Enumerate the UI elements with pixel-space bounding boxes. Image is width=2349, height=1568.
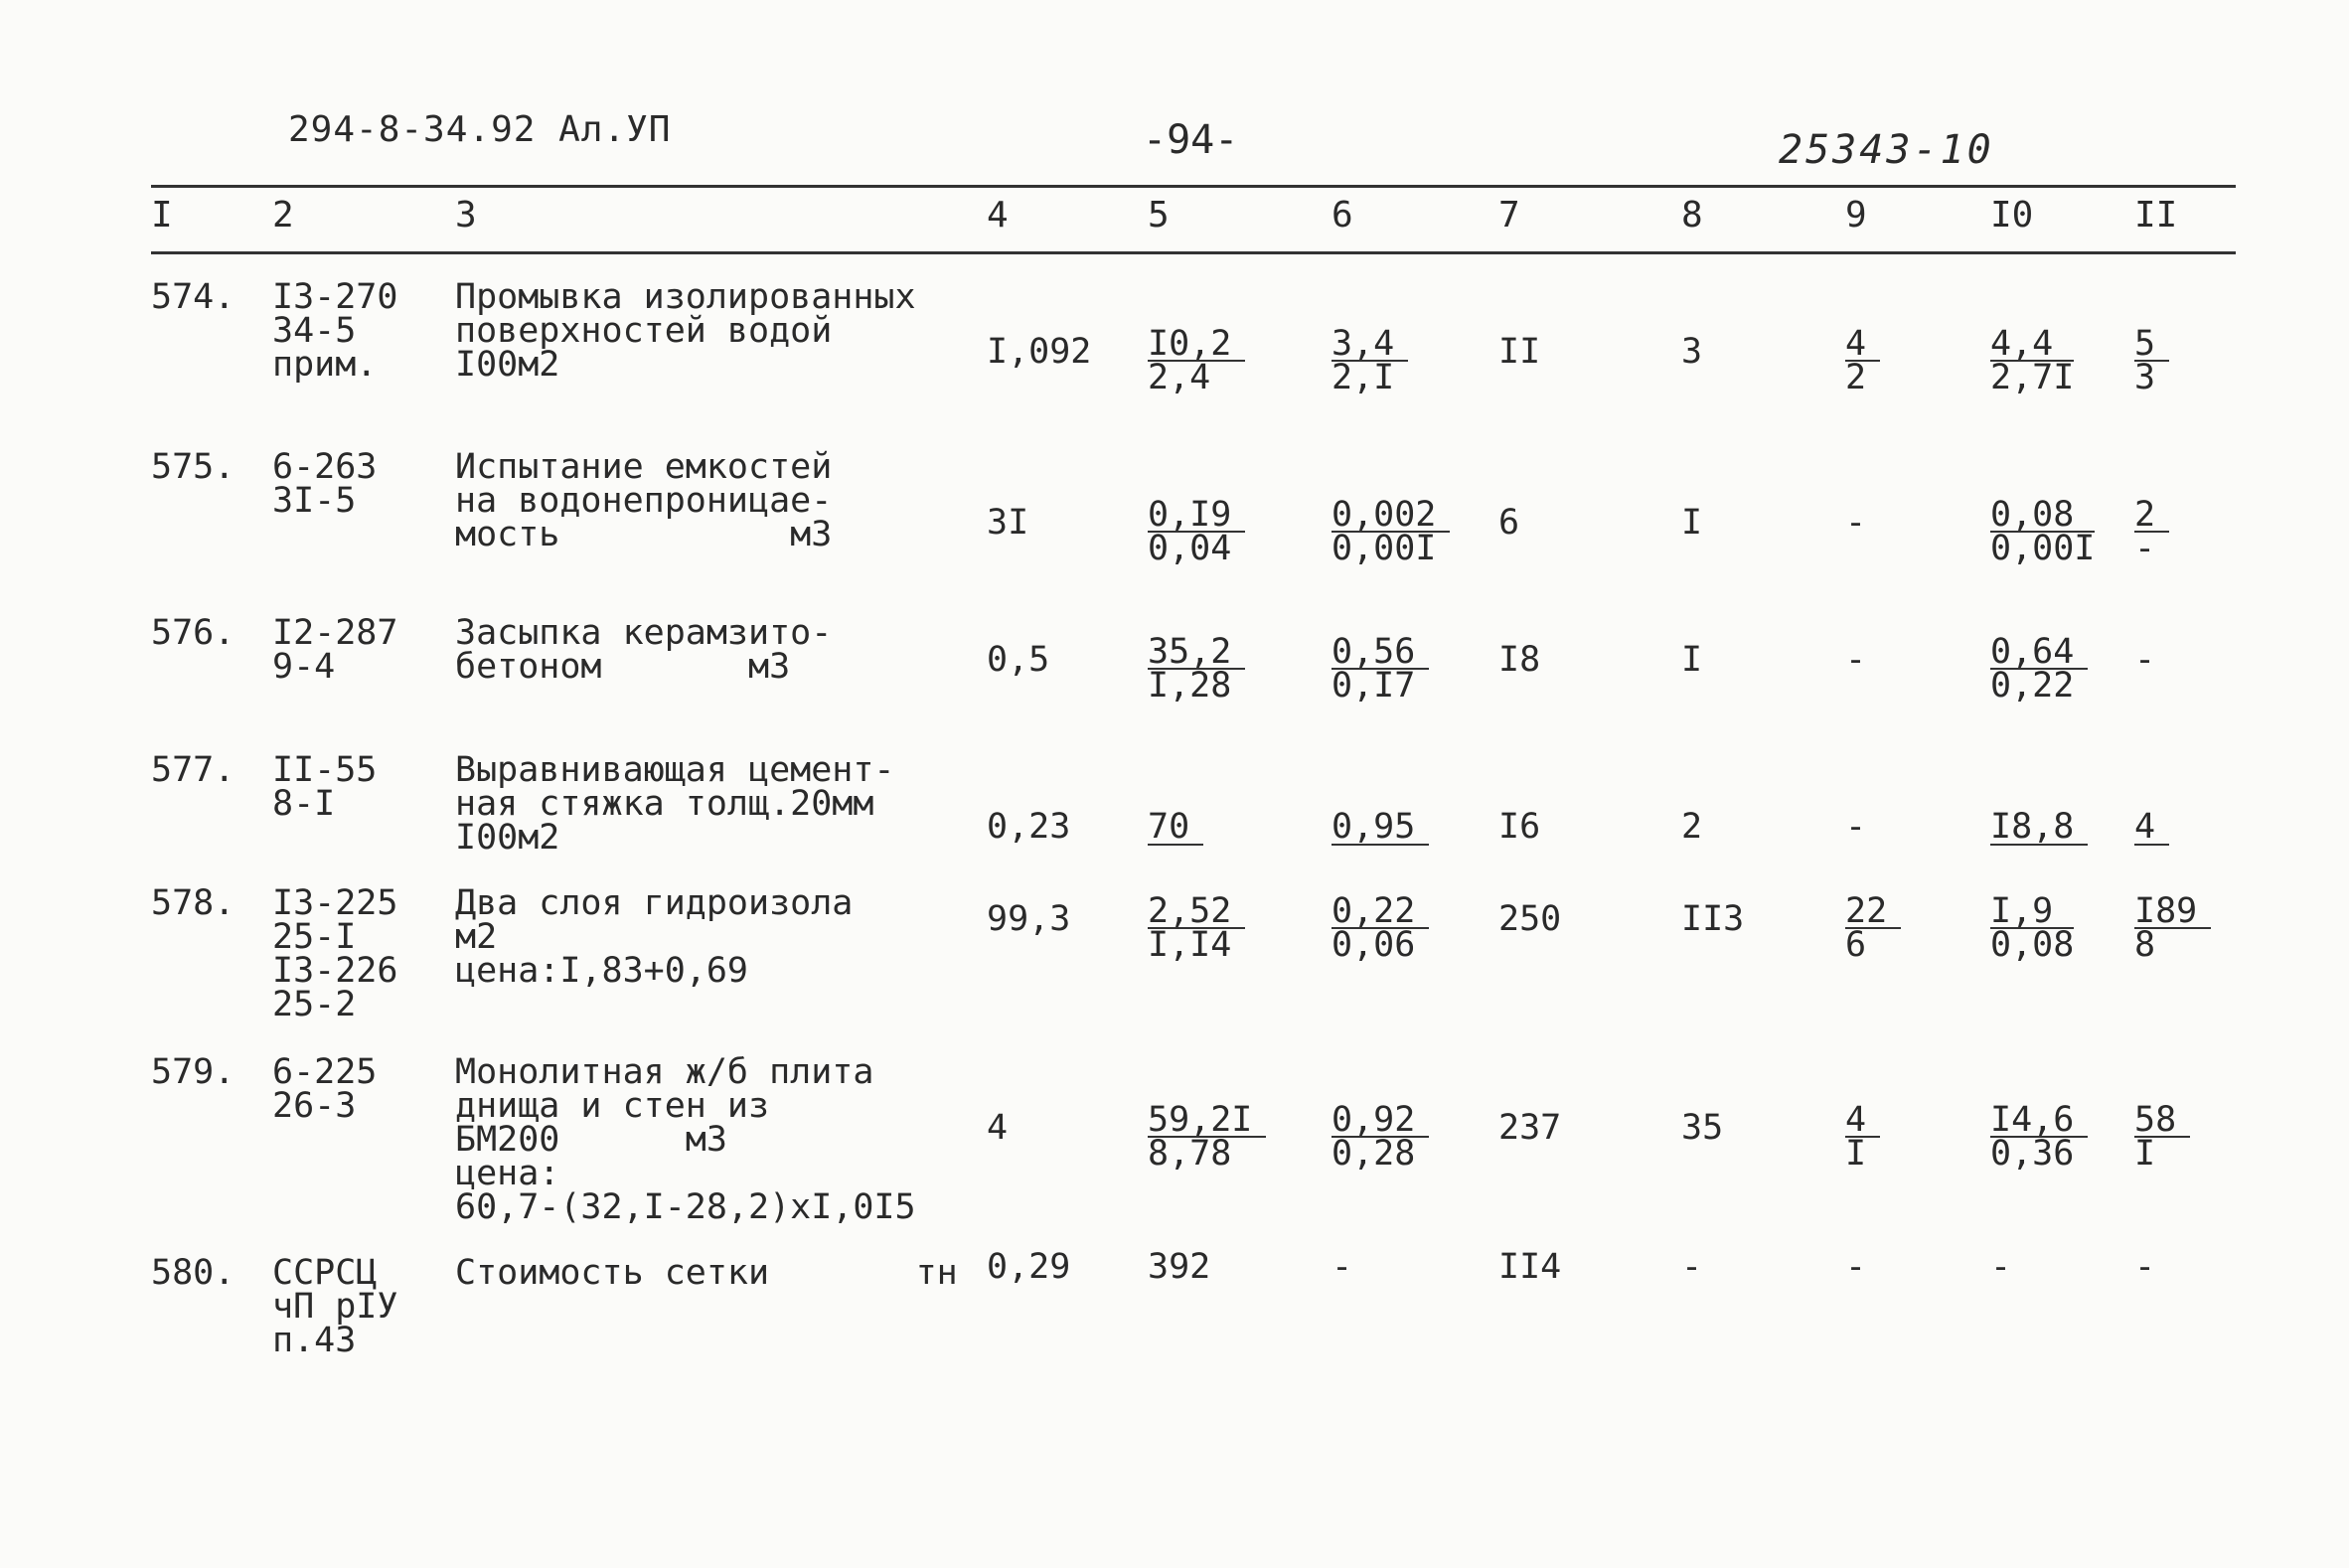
col-8-value: II3 [1681,899,1745,939]
norm-code [272,750,378,824]
description-line: Испытание емкостей [455,447,833,487]
denominator: 2 [1845,358,1867,397]
numerator: 59,2I [1148,1104,1266,1138]
denominator: I [2134,1134,2156,1174]
work-description [455,447,833,554]
col-5-value [1148,495,1245,568]
quantity: 0,29 [987,1247,1071,1287]
numerator: I,9 [1990,895,2074,929]
norm-code-line: ССРСЦ [272,1253,378,1293]
column-header-10: I0 [1990,195,2034,235]
col-5-value: 392 [1148,1247,1211,1287]
quantity: I,092 [987,332,1092,372]
numerator: 4,4 [1990,328,2074,362]
quantity: 0,23 [987,807,1071,847]
norm-code [272,883,398,1024]
col-10-value: - [1990,1247,2012,1287]
denominator: 0,22 [1990,666,2075,706]
col-6-value [1331,1100,1429,1174]
column-header-8: 8 [1681,195,1703,235]
description-line: цена: [455,1154,560,1193]
col-9-value: - [1845,640,1867,680]
col-8-value: 35 [1681,1108,1724,1148]
description-line: Два слоя гидроизола [455,883,854,923]
col-11-value [2134,495,2169,568]
row-number: 576. [151,613,235,653]
denominator: I,28 [1148,666,1232,706]
col-10-value [1990,495,2096,568]
denominator: 6 [1845,925,1867,965]
norm-code [272,1052,378,1126]
norm-code [272,447,378,521]
numerator: 58 [2134,1104,2190,1138]
denominator: - [2134,529,2156,568]
col-11-value: - [2134,1247,2156,1287]
numerator: 0,22 [1331,895,1429,929]
description-line: Монолитная ж/б плита [455,1052,874,1092]
column-header-11: II [2134,195,2178,235]
work-description [455,277,916,385]
description-line: Промывка изолированных [455,277,916,317]
quantity: 4 [987,1108,1009,1148]
work-description [455,1253,958,1293]
norm-code [272,277,398,385]
norm-code-line: 26-3 [272,1086,357,1126]
description-line: 60,7-(32,I-28,2)xI,0I5 [455,1187,916,1227]
work-description [455,1052,916,1227]
description-line: Стоимость сетки тн [455,1253,958,1293]
norm-code-line: 6-225 [272,1052,378,1092]
numerator: 0,92 [1331,1104,1429,1138]
col-10-value [1990,324,2075,397]
denominator: 0,08 [1990,925,2075,965]
col-8-value: 3 [1681,332,1703,372]
col-5-value [1148,632,1245,706]
quantity: 99,3 [987,899,1071,939]
numerator: 3,4 [1331,328,1408,362]
norm-code-line: I3-225 [272,883,398,923]
col-7-value: 237 [1498,1108,1562,1148]
numerator: 22 [1845,895,1901,929]
description-line: БМ200 м3 [455,1120,727,1160]
norm-code-line: чП рIУ [272,1287,398,1327]
denominator: 0,00I [1331,529,1437,568]
description-line: ная стяжка толщ.20мм [455,784,874,824]
norm-code-line: прим. [272,345,378,385]
numerator: 0,002 [1331,499,1450,533]
row-number: 578. [151,883,235,923]
description-line: на водонепроницае- [455,481,833,521]
document-number: 25343-10 [1779,127,1994,173]
document-code: 294-8-34.92 Ал.УП [288,109,672,150]
work-description [455,613,833,687]
row-number: 580. [151,1253,235,1293]
col-10-value [1990,891,2075,965]
column-header-5: 5 [1148,195,1170,235]
page-number: -94- [1143,117,1239,163]
norm-code-line: I3-226 [272,951,398,991]
column-header-2: 2 [272,195,294,235]
col-9-value [1845,1100,1880,1174]
col-8-value: I [1681,503,1703,543]
col-11-value: - [2134,640,2156,680]
numerator: 0,64 [1990,636,2088,670]
column-header-3: 3 [455,195,477,235]
norm-code-line: 34-5 [272,311,357,351]
row-number: 574. [151,277,235,317]
numerator: 5 [2134,328,2169,362]
denominator: 3 [2134,358,2156,397]
norm-code-line: 9-4 [272,647,336,687]
col-6-value: 0,95 [1331,810,1429,846]
col-5-value [1148,324,1245,397]
description-line: днища и стен из [455,1086,770,1126]
col-11-value [2134,324,2169,397]
col-7-value: 250 [1498,899,1562,939]
col-10-value: I8,8 [1990,810,2088,846]
denominator: 2,7I [1990,358,2075,397]
work-description [455,750,895,858]
col-11-value: 4 [2134,810,2169,846]
quantity: 3I [987,503,1029,543]
col-9-value: - [1845,1247,1867,1287]
norm-code-line: II-55 [272,750,378,790]
col-10-value [1990,632,2088,706]
norm-code-line: 3I-5 [272,481,357,521]
col-6-value [1331,891,1429,965]
norm-code-line: 25-I [272,917,357,957]
numerator: 0,56 [1331,636,1429,670]
column-header-7: 7 [1498,195,1520,235]
denominator: 8 [2134,925,2156,965]
col-6-value [1331,632,1429,706]
numerator: 35,2 [1148,636,1245,670]
norm-code [272,613,398,687]
row-number: 579. [151,1052,235,1092]
numerator: I89 [2134,895,2211,929]
description-line: Выравнивающая цемент- [455,750,895,790]
col-7-value: II4 [1498,1247,1562,1287]
norm-code-line: I3-270 [272,277,398,317]
norm-code-line: I2-287 [272,613,398,653]
norm-code-line: 6-263 [272,447,378,487]
col-11-value [2134,891,2211,965]
denominator: 0,36 [1990,1134,2075,1174]
column-header-9: 9 [1845,195,1867,235]
description-line: бетоном м3 [455,647,791,687]
numerator: 4 [1845,1104,1880,1138]
description-line: цена:I,83+0,69 [455,951,749,991]
description-line: I00м2 [455,345,560,385]
col-9-value: - [1845,503,1867,543]
numerator: 0,I9 [1148,499,1245,533]
col-8-value: I [1681,640,1703,680]
work-description [455,883,854,991]
norm-code [272,1253,398,1360]
numerator: 2 [2134,499,2169,533]
norm-code-line: 25-2 [272,985,357,1024]
col-6-value [1331,324,1408,397]
column-header-6: 6 [1331,195,1353,235]
row-number: 577. [151,750,235,790]
denominator: I [1845,1134,1867,1174]
col-7-value: 6 [1498,503,1520,543]
description-line: мость м3 [455,515,833,554]
col-7-value: II [1498,332,1541,372]
numerator: I4,6 [1990,1104,2088,1138]
col-5-value [1148,891,1245,965]
denominator: 2,4 [1148,358,1211,397]
column-header-1: I [151,195,173,235]
norm-code-line: 8-I [272,784,336,824]
denominator: 0,06 [1331,925,1416,965]
denominator: 0,04 [1148,529,1232,568]
col-9-value: - [1845,807,1867,847]
denominator: 2,I [1331,358,1395,397]
col-5-value [1148,1100,1266,1174]
table-header-rule [151,251,2236,254]
col-6-value: - [1331,1247,1353,1287]
numerator: 0,08 [1990,499,2095,533]
row-number: 575. [151,447,235,487]
col-9-value [1845,324,1880,397]
numerator: I0,2 [1148,328,1245,362]
col-6-value [1331,495,1450,568]
denominator: 8,78 [1148,1134,1232,1174]
description-line: Засыпка керамзито- [455,613,833,653]
denominator: 0,28 [1331,1134,1416,1174]
quantity: 0,5 [987,640,1050,680]
col-10-value [1990,1100,2088,1174]
col-8-value: 2 [1681,807,1703,847]
denominator: I,I4 [1148,925,1232,965]
col-8-value: - [1681,1247,1703,1287]
description-line: I00м2 [455,818,560,858]
description-line: м2 [455,917,498,957]
col-11-value [2134,1100,2190,1174]
col-7-value: I6 [1498,807,1541,847]
numerator: 4 [1845,328,1880,362]
denominator: 0,I7 [1331,666,1416,706]
norm-code-line: п.43 [272,1321,357,1360]
description-line: поверхностей водой [455,311,833,351]
col-7-value: I8 [1498,640,1541,680]
table-top-rule [151,185,2236,188]
column-header-4: 4 [987,195,1009,235]
col-5-value: 70 [1148,810,1203,846]
col-9-value [1845,891,1901,965]
numerator: 2,52 [1148,895,1245,929]
denominator: 0,00I [1990,529,2096,568]
